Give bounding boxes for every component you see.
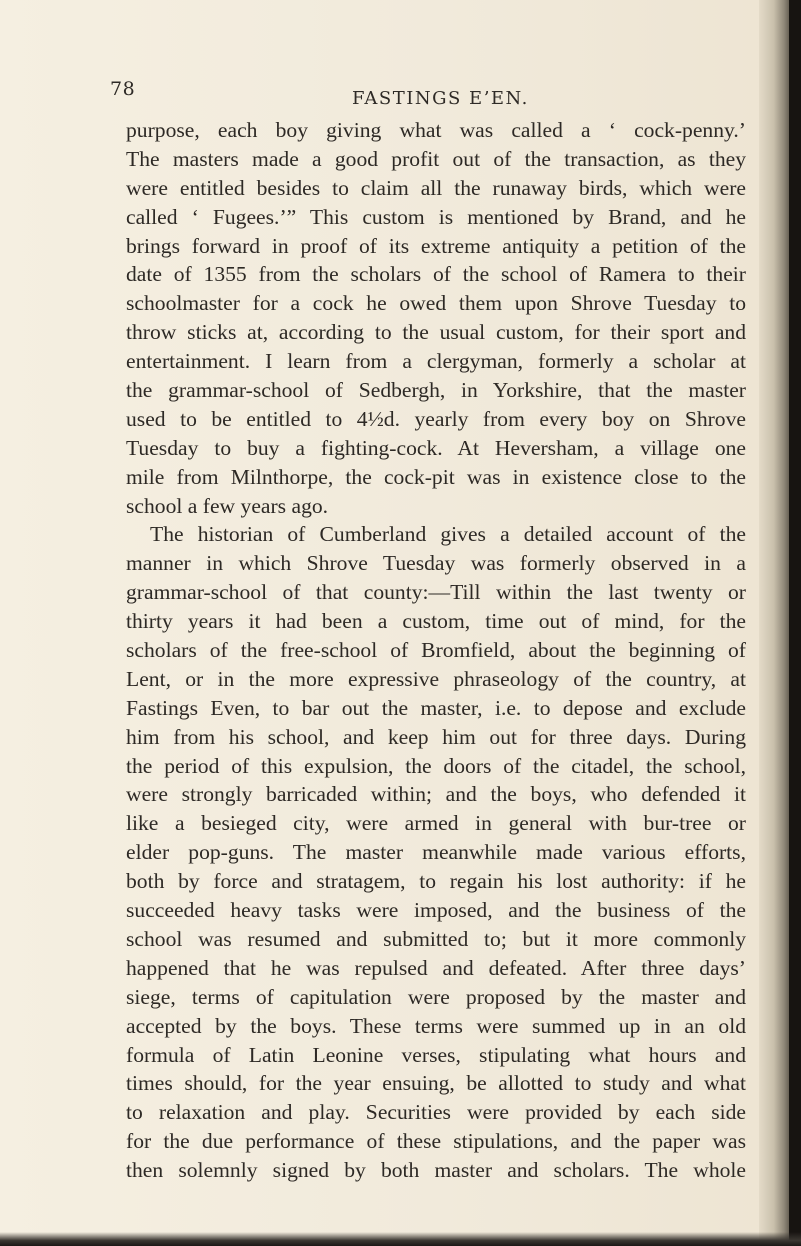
text-line: The masters made a good profit out of the transaction, as they <box>126 146 746 171</box>
text-line: thirty years it had been a custom, time out of mind, for the <box>126 609 746 634</box>
text-line: purpose, each boy giving what was called a ‘ cock-penny.’ <box>126 118 746 142</box>
text-line: throw sticks at, according to the usual custom, for their sport and <box>126 320 746 345</box>
text-line: then solemnly signed by both master and scholars. The whole <box>126 1158 746 1183</box>
text-line: schoolmaster for a cock he owed them upon Shrove Tuesday to <box>126 291 746 316</box>
text-line: Lent, or in the more expressive phraseology of the country, at <box>126 666 746 691</box>
text-line: Tuesday to buy a fighting-cock. At Heversham, a village one <box>126 435 746 460</box>
text-line: mile from Milnthorpe, the cock-pit was in existence close to the <box>126 464 746 489</box>
text-line: used to be entitled to 4½d. yearly from every boy on Shrove <box>126 406 746 431</box>
text-line: were strongly barricaded within; and the boys, who defended it <box>126 782 746 807</box>
text-line: manner in which Shrove Tuesday was formerly observed in a <box>126 551 746 576</box>
text-line: him from his school, and keep him out for three days. During <box>126 724 746 749</box>
text-line: for the due performance of these stipulations, and the paper was <box>126 1129 746 1154</box>
text-line: formula of Latin Leonine verses, stipulating what hours and <box>126 1042 746 1067</box>
text-line: both by force and stratagem, to regain his lost authority: if he <box>126 869 746 894</box>
text-line: the period of this expulsion, the doors of the citadel, the school, <box>126 753 746 778</box>
text-line: entertainment. I learn from a clergyman, formerly a scholar at <box>126 349 746 374</box>
body-text <box>126 116 746 1185</box>
text-line: date of 1355 from the scholars of the school of Ramera to their <box>126 262 746 287</box>
page-header <box>0 70 760 109</box>
text-line: accepted by the boys. These terms were summed up in an old <box>126 1013 746 1038</box>
bottom-edge-shadow <box>0 1232 801 1246</box>
text-line: elder pop-guns. The master meanwhile made various efforts, <box>126 840 746 865</box>
text-line: the grammar-school of Sedbergh, in Yorkshire, that the master <box>126 378 746 403</box>
binding-edge <box>789 0 801 1246</box>
text-line: called ‘ Fugees.’” This custom is mentioned by Brand, and he <box>126 204 746 229</box>
text-line: brings forward in proof of its extreme antiquity a petition of the <box>126 233 746 258</box>
text-line: succeeded heavy tasks were imposed, and the business of the <box>126 898 746 923</box>
text-line: were entitled besides to claim all the runaway birds, which were <box>126 175 746 200</box>
text-line: times should, for the year ensuing, be allotted to study and what <box>126 1071 746 1096</box>
page-number: 78 <box>110 78 136 100</box>
text-line: school was resumed and submitted to; but it more commonly <box>126 926 746 951</box>
text-line: happened that he was repulsed and defeated. After three days’ <box>126 955 746 980</box>
running-head: FASTINGS E’EN. <box>352 88 529 109</box>
text-line: grammar-school of that county:—Till within the last twenty or <box>126 580 746 605</box>
text-line: school a few years ago. <box>126 493 329 518</box>
text-line: siege, terms of capitulation were proposed by the master and <box>126 984 746 1009</box>
text-line: scholars of the free-school of Bromfield, about the beginning of <box>126 638 746 663</box>
text-line: like a besieged city, were armed in general with bur-tree or <box>126 811 746 836</box>
text-line: to relaxation and play. Securities were provided by each side <box>126 1100 746 1125</box>
text-line: Fastings Even, to bar out the master, i.e. to depose and exclude <box>126 695 746 720</box>
text-line: The historian of Cumberland gives a detailed account of the <box>150 522 746 547</box>
